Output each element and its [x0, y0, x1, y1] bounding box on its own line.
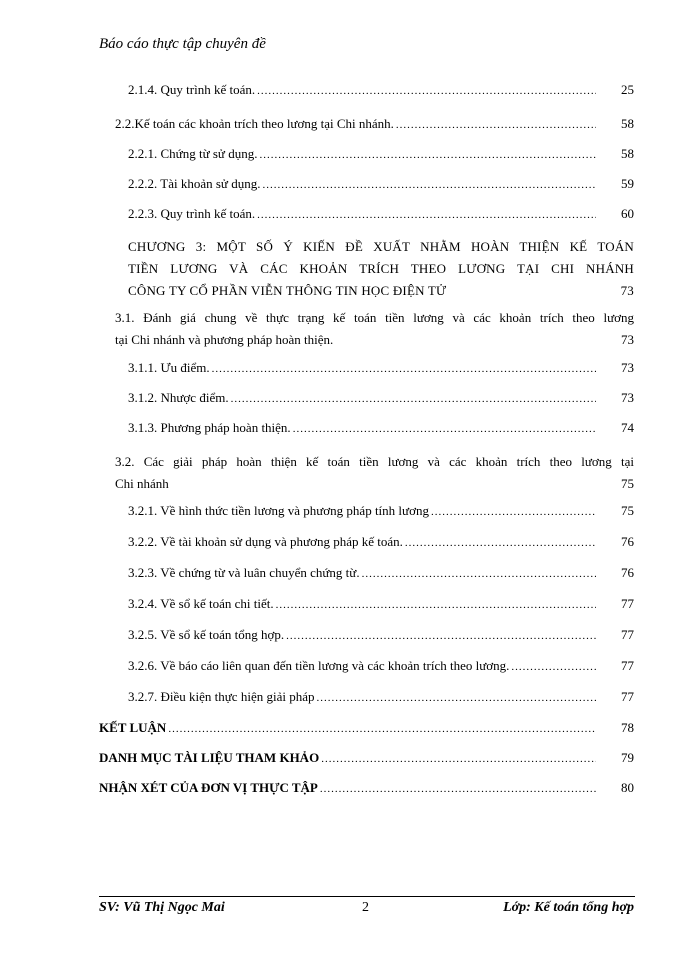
toc-page-number: 74 [621, 420, 634, 435]
leader-dots [168, 721, 596, 738]
toc-page-number: 76 [621, 534, 634, 549]
toc-page-number: 77 [621, 689, 634, 704]
toc-entry-label: 2.2.Kế toán các khoản trích theo lương tại Chi nhánh. [115, 116, 394, 131]
toc-entry-ket-luan[interactable] [99, 719, 634, 738]
toc-entry-3-1[interactable] [115, 307, 634, 351]
toc-entry-label: 2.2.2. Tài khoản sử dụng. [128, 176, 261, 191]
toc-page-number: 75 [621, 503, 634, 518]
toc-page-number: 78 [621, 720, 634, 735]
toc-entry-label: 2.2.3. Quy trình kế toán. [128, 206, 256, 221]
toc-entry-label: 3.2.1. Về hình thức tiền lương và phương pháp tính lương [128, 503, 429, 518]
footer-class: Lớp: Kế toán tổng hợp [503, 900, 634, 915]
toc-page-number: 73 [621, 390, 634, 405]
toc-page-number: 73 [621, 360, 634, 375]
toc-entry-label: 3.2.3. Về chứng từ và luân chuyển chứng từ. [128, 565, 360, 580]
toc-entry-label: 3.2.2. Về tài khoản sử dụng và phương pháp kế toán. [128, 534, 403, 549]
toc-entry-3-2-5[interactable] [128, 626, 634, 645]
toc-entry-3-2-7[interactable] [128, 688, 634, 707]
toc-entry-label: DANH MỤC TÀI LIỆU THAM KHẢO [99, 750, 320, 765]
toc-entry-danh-muc[interactable] [99, 749, 634, 768]
toc-entry-label: 3.1.3. Phương pháp hoàn thiện. [128, 420, 291, 435]
toc-entry-label: 3.1.1. Ưu điểm. [128, 360, 210, 375]
chapter-title-line: TIỀN LƯƠNG VÀ CÁC KHOẢN TRÍCH THEO LƯƠNG TẠI CHI NHÁNH [128, 261, 634, 276]
toc-page-number: 25 [621, 82, 634, 97]
leader-dots [362, 566, 596, 583]
toc-entry-label: 3.2.4. Về sổ kế toán chi tiết. [128, 596, 274, 611]
leader-dots [286, 628, 596, 645]
footer-student: SV: Vũ Thị Ngọc Mai [99, 900, 225, 915]
leader-dots [431, 504, 596, 521]
toc-entry-nhan-xet[interactable] [99, 779, 634, 798]
toc-entry-3-2-4[interactable] [128, 595, 634, 614]
toc-entry-label: 3.2.7. Điều kiện thực hiện giải pháp [128, 689, 315, 704]
toc-entry-3-2-1[interactable] [128, 502, 634, 521]
toc-entry-label: 2.1.4. Quy trình kế toán. [128, 82, 256, 97]
toc-page-number: 77 [621, 627, 634, 642]
toc-entry-3-2-6[interactable] [128, 657, 634, 676]
chapter-title-line: CÔNG TY CỔ PHẦN VIỄN THÔNG TIN HỌC ĐIỆN TỬ [128, 283, 447, 298]
toc-entry-3-2-2[interactable] [128, 533, 634, 552]
toc-page-number: 73 [621, 332, 634, 347]
leader-dots [405, 535, 596, 552]
leader-dots [276, 597, 596, 614]
toc-entry-label: NHẬN XÉT CỦA ĐƠN VỊ THỰC TẬP [99, 780, 318, 795]
section-title-line: 3.2. Các giải pháp hoàn thiện kế toán tiền lương và các khoản trích theo lương tại [115, 454, 634, 469]
leader-dots [511, 659, 596, 676]
toc-entry-2-2[interactable] [115, 115, 634, 134]
leader-dots [321, 751, 596, 768]
chapter-title-line: CHƯƠNG 3: MỘT SỐ Ý KIẾN ĐỀ XUẤT NHẰM HOÀN THIỆN KẾ TOÁN [128, 239, 634, 254]
leader-dots [231, 391, 596, 408]
page-header: Báo cáo thực tập chuyên đề [99, 36, 266, 52]
toc-entry-chapter-3[interactable] [128, 236, 634, 302]
toc-entry-2-2-1[interactable] [128, 145, 634, 164]
toc-entry-3-1-2[interactable] [128, 389, 634, 408]
leader-dots [257, 207, 596, 224]
toc-entry-3-2[interactable] [115, 451, 634, 495]
leader-dots [316, 690, 596, 707]
toc-page-number: 76 [621, 565, 634, 580]
toc-page-number: 58 [621, 116, 634, 131]
toc-entry-label: 3.1.2. Nhược điểm. [128, 390, 229, 405]
footer-divider [99, 896, 635, 897]
section-title-line: 3.1. Đánh giá chung về thực trạng kế toán tiền lương và các khoản trích theo lương [115, 310, 634, 325]
toc-entry-3-1-1[interactable] [128, 359, 634, 378]
section-title-line: Chi nhánh [115, 476, 169, 491]
toc-entry-label: KẾT LUẬN [99, 720, 167, 735]
toc-entry-label: 3.2.5. Về sổ kế toán tổng hợp. [128, 627, 285, 642]
toc-page-number: 60 [621, 206, 634, 221]
toc-page-number: 77 [621, 596, 634, 611]
toc-entry-2-1-4[interactable] [128, 81, 634, 100]
section-title-line: tại Chi nhánh và phương pháp hoàn thiện. [115, 332, 334, 347]
toc-page-number: 59 [621, 176, 634, 191]
toc-page-number: 77 [621, 658, 634, 673]
leader-dots [212, 361, 596, 378]
toc-page-number: 80 [621, 780, 634, 795]
toc-page-number: 79 [621, 750, 634, 765]
footer-page-number: 2 [362, 900, 369, 915]
leader-dots [396, 117, 596, 134]
toc-entry-2-2-3[interactable] [128, 205, 634, 224]
leader-dots [293, 421, 596, 438]
toc-entry-label: 2.2.1. Chứng từ sử dụng. [128, 146, 258, 161]
toc-entry-label: 3.2.6. Về báo cáo liên quan đến tiền lương và các khoản trích theo lương. [128, 658, 510, 673]
toc-entry-3-2-3[interactable] [128, 564, 634, 583]
toc-page-number: 58 [621, 146, 634, 161]
leader-dots [259, 147, 596, 164]
leader-dots [320, 781, 596, 798]
leader-dots [262, 177, 596, 194]
toc-entry-2-2-2[interactable] [128, 175, 634, 194]
toc-page-number: 75 [621, 476, 634, 491]
toc-page-number: 73 [620, 283, 634, 298]
toc-entry-3-1-3[interactable] [128, 419, 634, 438]
leader-dots [257, 83, 596, 100]
